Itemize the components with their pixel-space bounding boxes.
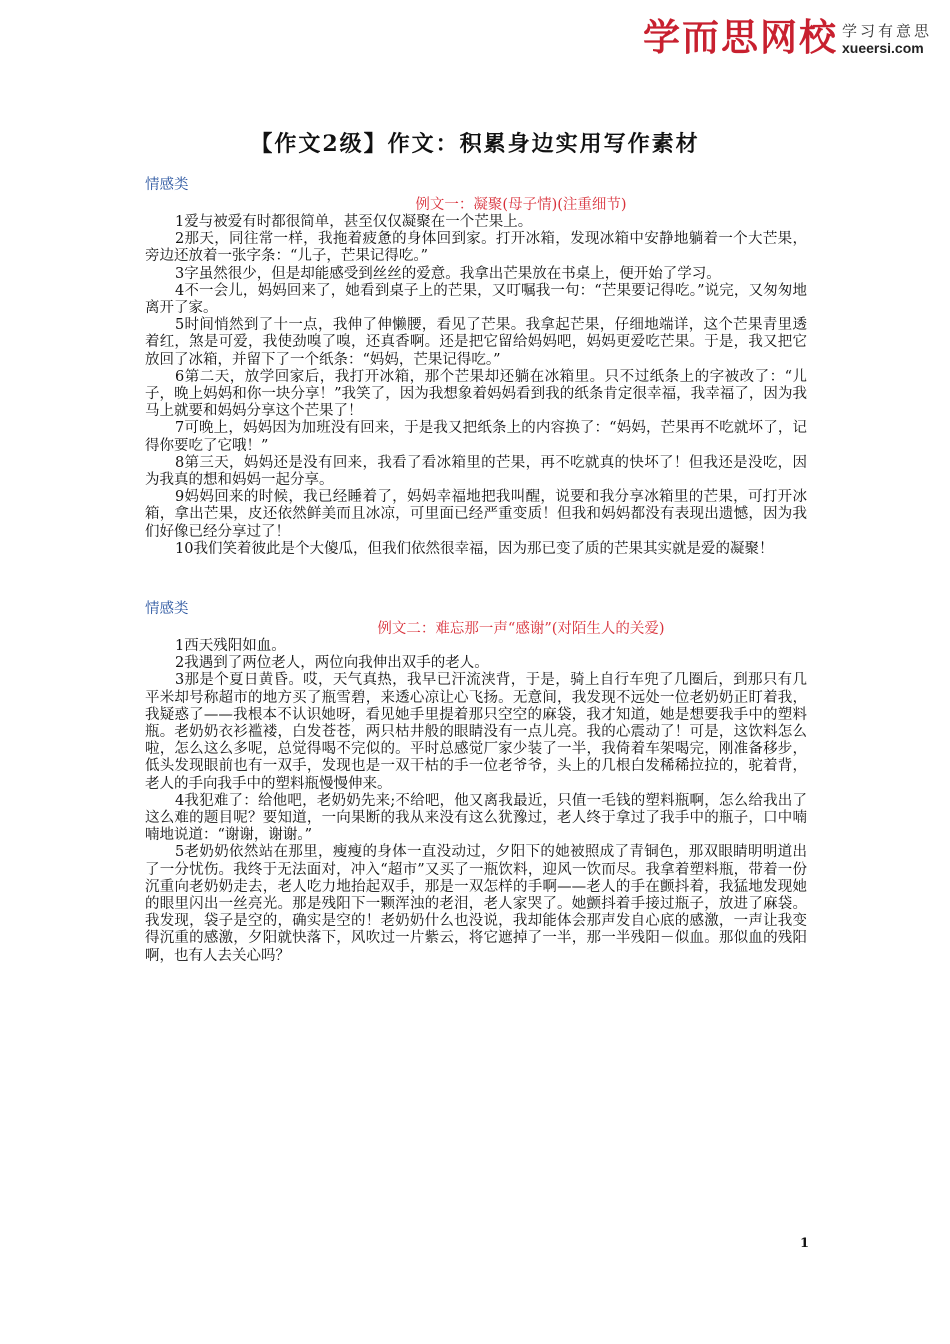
paragraph: 2我遇到了两位老人，两位向我伸出双手的老人。 (175, 655, 489, 672)
logo-url: xueersi.com (841, 40, 924, 56)
paragraph: 5时间悄然到了十一点，我伸了伸懒腰，看见了芒果。我拿起芒果，仔细地端详，这个芒果青里透着红，煞是可爱，我使劲嗅了嗅，还真香啊。还是把它留给妈妈吧，妈妈更爱吃芒果。于是，我又把它放回了冰箱，并留下了一个纸条：“妈妈，芒果记得吃。” (145, 317, 807, 368)
logo-text: 学而思网校 (642, 16, 838, 59)
paragraph: 6第二天，放学回家后，我打开冰箱，那个芒果却还躺在冰箱里。只不过纸条上的字被改了：“儿子，晚上妈妈和你一块分享！”我笑了，因为我想象着妈妈看到我的纸条肯定很幸福，我幸福了，因为我马上就要和妈妈分享这个芒果了！ (145, 368, 807, 420)
paragraph: 9妈妈回来的时候，我已经睡着了，妈妈幸福地把我叫醒，说要和我分享冰箱里的芒果，可打开冰箱，拿出芒果，皮还依然鲜美而且冰凉，可里面已经严重变质！但我和妈妈都没有表现出遗憾，因为我们好像已经分享过了！ (145, 489, 807, 540)
paragraph: 10我们笑着彼此是个大傻瓜，但我们依然很幸福，因为那已变了质的芒果其实就是爱的凝聚！ (175, 540, 774, 557)
paragraph: 8第三天，妈妈还是没有回来，我看了看冰箱里的芒果，再不吃就真的快坏了！但我还是没吃，因为我真的想和妈妈一起分享。 (145, 454, 807, 489)
essay-subtitle: 例文一：凝聚(母子情)(注重细节) (415, 197, 627, 213)
paragraph: 4我犯难了：给他吧，老奶奶先来;不给吧，他又离我最近，只值一毛钱的塑料瓶啊，怎么给我出了这么难的题目呢？要知道，一向果断的我从来没有这么犹豫过，老人终于拿过了我手中的瓶子，口中喃喃地说道：“谢谢，谢谢。” (145, 792, 807, 844)
essay-subtitle: 例文二：难忘那一声“感谢”(对陌生人的关爱) (377, 621, 665, 637)
paragraph: 1西天残阳如血。 (175, 638, 286, 654)
section-category: 情感类 (145, 177, 189, 193)
paragraph: 5老奶奶依然站在那里，瘦瘦的身体一直没动过，夕阳下的她被照成了青铜色，那双眼睛明明道出了一分忧伤。我终于无法面对，冲入“超市”又买了一瓶饮料，迎风一饮而尽。我拿着塑料瓶，带着一份沉重向老奶奶走去，老人吃力地抬起双手，那是一双怎样的手啊——老人的手在颤抖着，我猛地发现她的眼里闪出一丝亮光。那是残阳下一颗浑浊的老泪，老人家哭了。她颤抖着手接过瓶子，放进了麻袋。我发现，袋子是空的，确实是空的！老奶奶什么也没说，我却能体会那声发自心底的感激，一声让我变得沉重的感激，夕阳就快落下，风吹过一片紫云，将它遮掉了一半，那一半残阳－似血。那似血的残阳啊，也有人去关心吗？ (145, 844, 807, 964)
paragraph: 7可晚上，妈妈因为加班没有回来，于是我又把纸条上的内容换了：“妈妈，芒果再不吃就坏了，记得你要吃了它哦！” (145, 420, 807, 454)
essay-section-1 (145, 176, 807, 558)
paragraph: 2那天，同往常一样，我拖着疲惫的身体回到家。打开冰箱，发现冰箱中安静地躺着一个大芒果，旁边还放着一张字条：“儿子，芒果记得吃。” (145, 231, 807, 265)
document-title: 【作文2级】作文：积累身边实用写作素材 (250, 131, 700, 157)
logo-side (842, 14, 932, 56)
brand-logo (643, 14, 932, 62)
page-number: 1 (800, 1236, 810, 1251)
essay-section-2 (145, 600, 807, 965)
paragraph: 1爱与被爱有时都很简单，甚至仅仅凝聚在一个芒果上。 (175, 214, 533, 230)
section-category: 情感类 (145, 601, 189, 617)
paragraph: 3字虽然很少，但是却能感受到丝丝的爱意。我拿出芒果放在书桌上，便开始了学习。 (175, 265, 721, 282)
logo-slogan: 学习有意思 (841, 22, 932, 40)
paragraph: 3那是个夏日黄昏。哎，天气真热，我早已汗流浃背，于是，骑上自行车兜了几圈后，到那只有几平米却号称超市的地方买了瓶雪碧，来透心凉让心飞扬。无意间，我发现不远处一位老奶奶正盯着我，我疑惑了——我根本不认识她呀，看见她手里提着那只空空的麻袋，我才知道，她是想要我手中的塑料瓶。老奶奶衣衫褴褛，白发苍苍，两只枯井般的眼睛没有一点儿亮。我的心震动了！可是，这饮料怎么啦，怎么这么多呢，总觉得喝不完似的。平时总感觉厂家少装了一半，我倚着车架喝完，刚准备移步，低头发现眼前也有一双手，发现也是一双干枯的手一位老爷爷，头上的几根白发稀稀拉拉的，驼着背，老人的手向我手中的塑料瓶慢慢伸来。 (145, 672, 807, 792)
paragraph: 4不一会儿，妈妈回来了，她看到桌子上的芒果，又叮嘱我一句：“芒果要记得吃。”说完，又匆匆地离开了家。 (145, 282, 807, 317)
